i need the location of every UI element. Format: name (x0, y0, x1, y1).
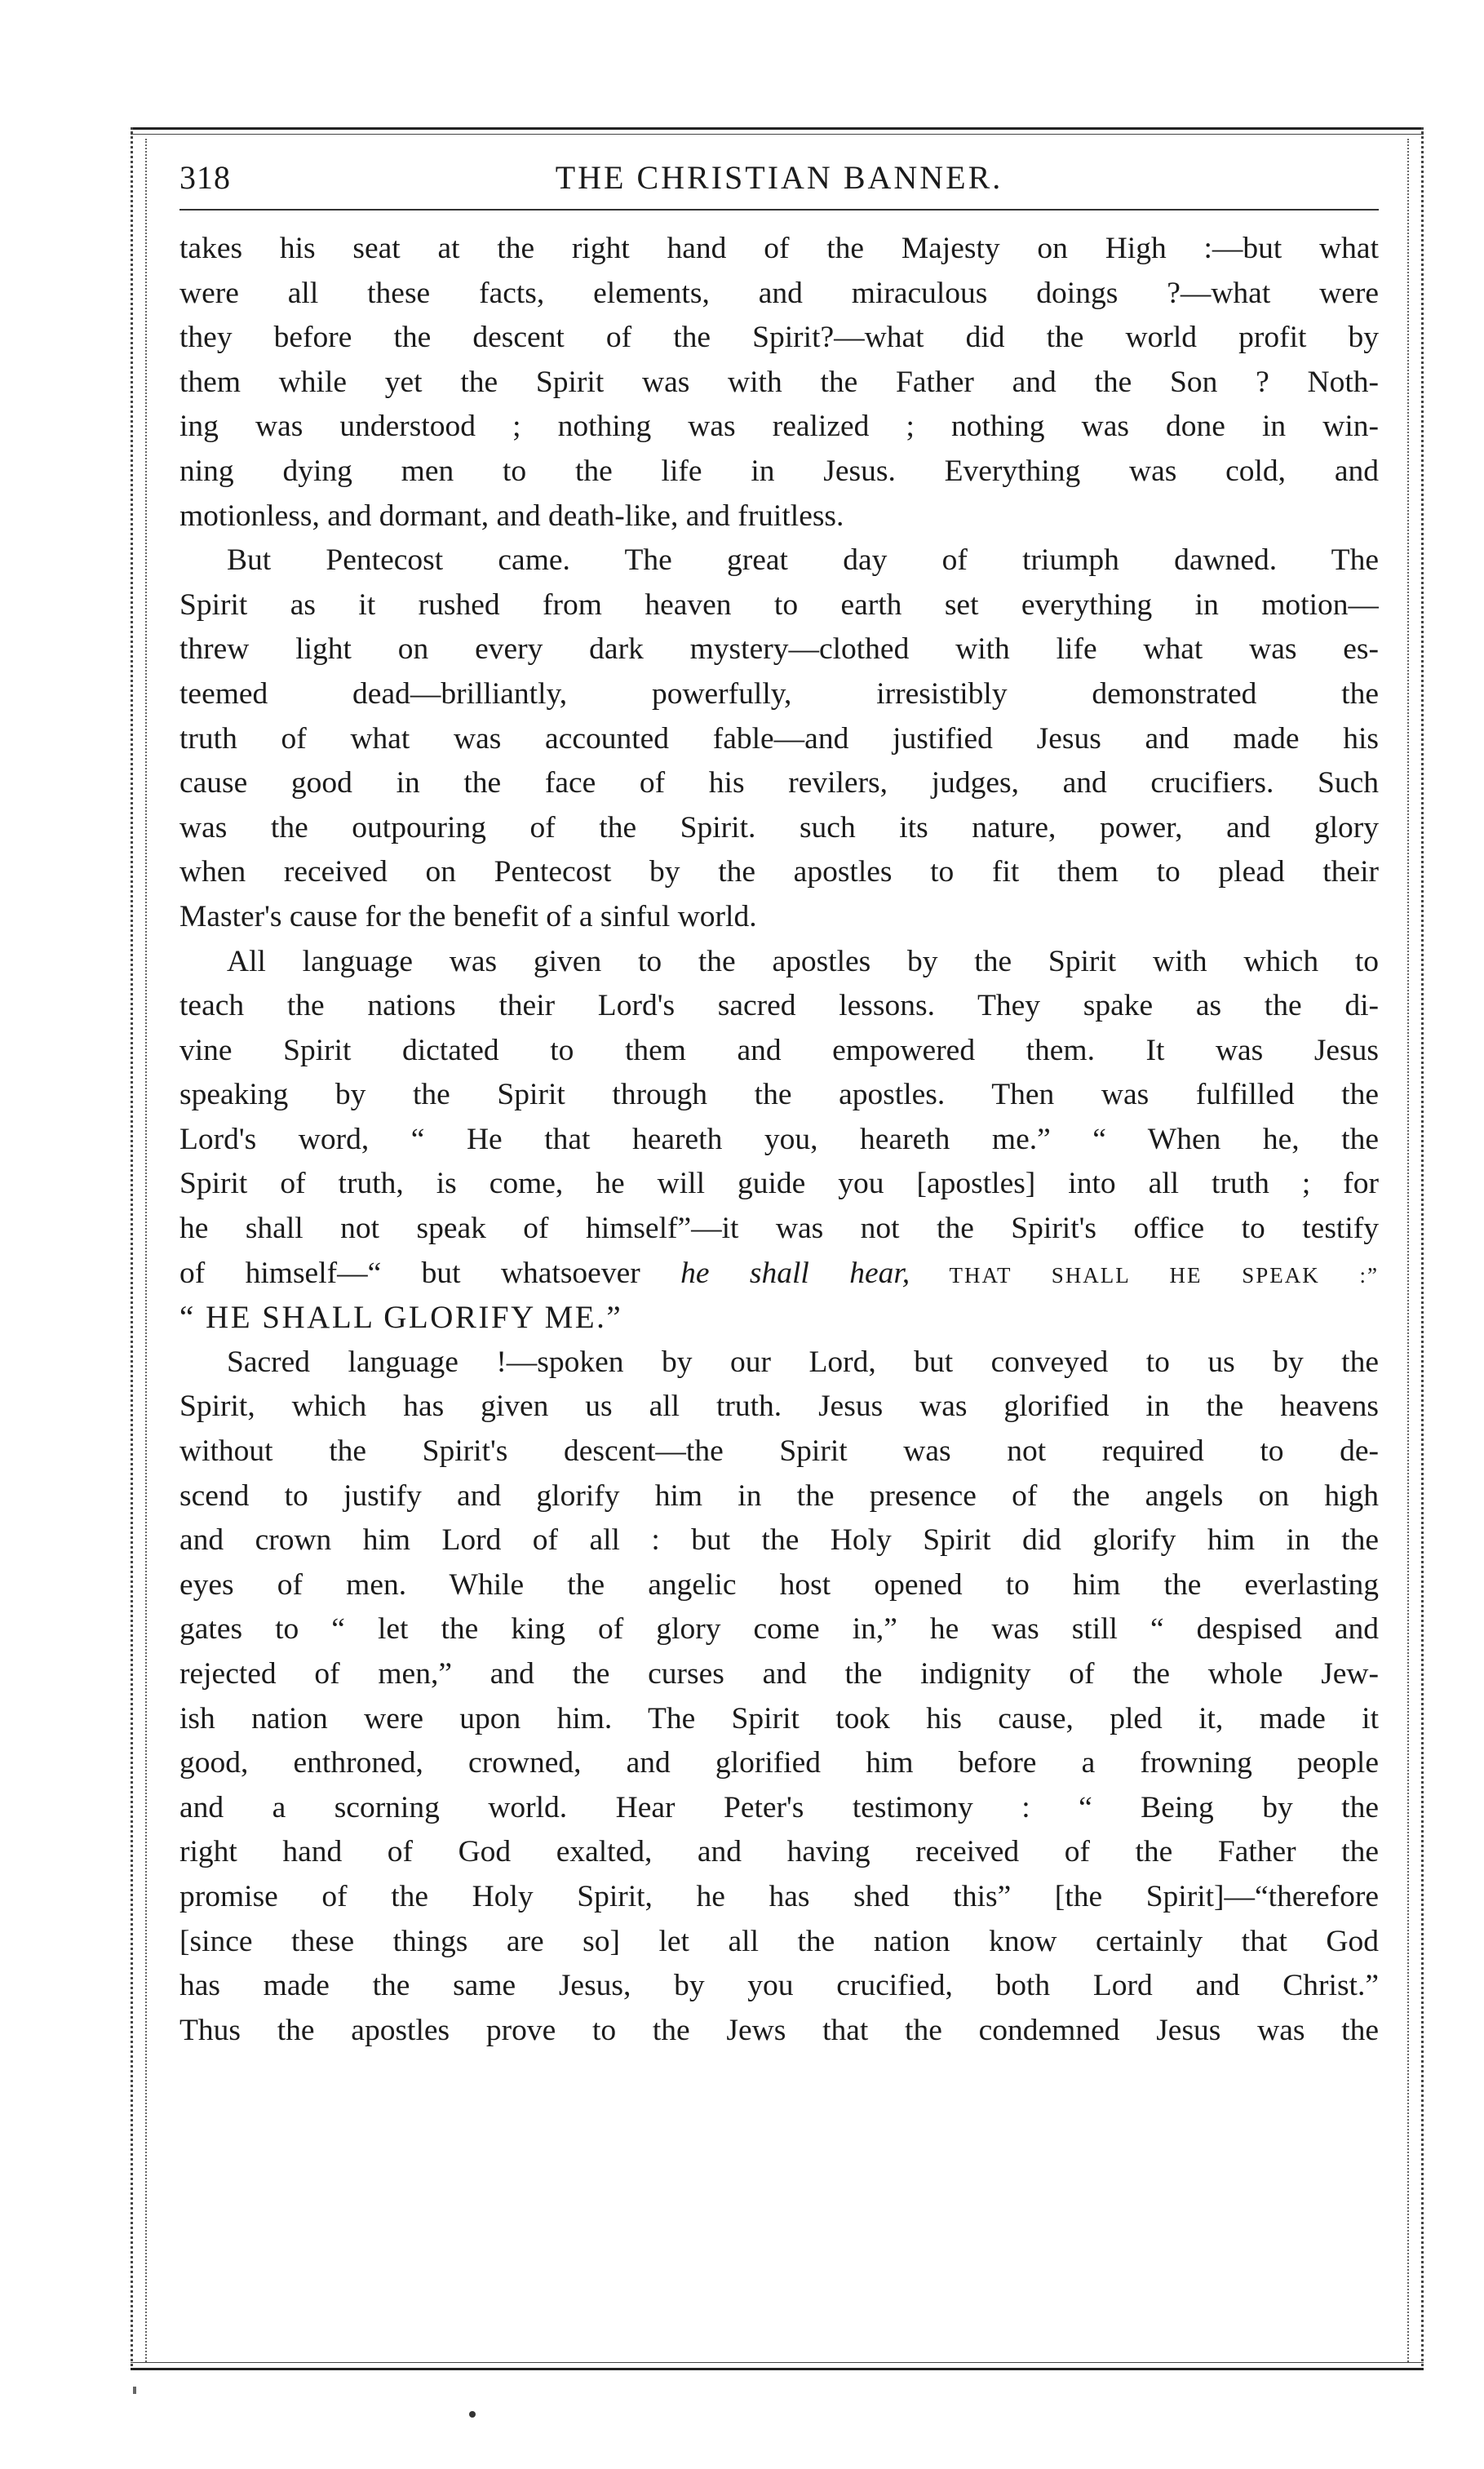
bottom-border-rule-thin (131, 2362, 1424, 2363)
text-line-mixed (179, 1252, 1379, 1297)
text-line: Thus the apostles prove to the Jews that the condemned Jesus was the (179, 2013, 1379, 2047)
text-line: Master's cause for the benefit of a sinful world. (179, 899, 757, 933)
left-border-inner (145, 139, 147, 2362)
text-line: takes his seat at the right hand of the Majesty on High :—but what (179, 232, 1379, 265)
header-rule (179, 209, 1379, 211)
text-line: and a scorning world. Hear Peter's testimony : “ Being by the (179, 1790, 1379, 1824)
top-border-rule-thin (131, 134, 1424, 135)
text-line: they before the descent of the Spirit?—what did the world profit by (179, 321, 1379, 355)
left-border (131, 127, 133, 2370)
text-line: Spirit of truth, is come, he will guide you [apostles] into all truth ; for (179, 1167, 1379, 1201)
text-line: ing was understood ; nothing was realized ; nothing was done in win- (179, 410, 1379, 444)
text-line: vine Spirit dictated to them and empowered them. It was Jesus (179, 1033, 1379, 1067)
text-line: and crown him Lord of all : but the Holy Spirit did glorify him in the (179, 1523, 1379, 1558)
top-border-rule (131, 127, 1424, 130)
italic-segment: he shall hear, (680, 1256, 910, 1290)
emphasis-heading-line: “ HE SHALL GLORIFY ME.” (179, 1300, 623, 1336)
page-frame (131, 122, 1424, 2370)
text-line: when received on Pentecost by the apostles to fit them to plead their (179, 855, 1379, 889)
text-line: eyes of men. While the angelic host opened to him the everlasting (179, 1567, 1379, 1602)
text-line: without the Spirit's descent—the Spirit was not required to de- (179, 1434, 1379, 1469)
text-line: teemed dead—brilliantly, powerfully, irresistibly demonstrated the (179, 676, 1379, 711)
text-line: them while yet the Spirit was with the Father and the Son ? Noth- (179, 365, 1379, 399)
text-segment: of himself—“ but whatsoever (179, 1256, 681, 1290)
text-line: speaking by the Spirit through the apostles. Then was fulfilled the (179, 1078, 1379, 1112)
text-line: [since these things are so] let all the nation know certainly that God (179, 1924, 1379, 1958)
running-title: THE CHRISTIAN BANNER. (555, 159, 1003, 196)
text-line: he shall not speak of himself”—it was not the Spirit's office to testify (179, 1212, 1379, 1246)
text-line: ning dying men to the life in Jesus. Everything was cold, and (179, 454, 1379, 488)
text-line: has made the same Jesus, by you crucified, both Lord and Christ.” (179, 1969, 1379, 2003)
text-line: right hand of God exalted, and having received of the Father the (179, 1835, 1379, 1869)
text-line: good, enthroned, crowned, and glorified him before a frowning people (179, 1746, 1379, 1780)
text-line: cause good in the face of his revilers, judges, and crucifiers. Such (179, 766, 1379, 800)
running-header (179, 152, 1379, 202)
text-line: motionless, and dormant, and death-like, and fruitless. (179, 499, 844, 533)
text-line: ish nation were upon him. The Spirit took his cause, pled it, made it (179, 1701, 1379, 1735)
print-speck (133, 2387, 136, 2394)
text-line: Lord's word, “ He that heareth you, heareth me.” “ When he, the (179, 1122, 1379, 1156)
bottom-border-rule (131, 2368, 1424, 2370)
right-border-inner (1407, 139, 1409, 2362)
text-line: truth of what was accounted fable—and justified Jesus and made his (179, 721, 1379, 756)
page-number: 318 (179, 159, 231, 196)
text-line: Spirit as it rushed from heaven to earth set everything in motion— (179, 587, 1379, 622)
text-line: promise of the Holy Spirit, he has shed this” [the Spirit]—“therefore (179, 1879, 1379, 1913)
paragraph-start-line: All language was given to the apostles by the Spirit with which to (227, 944, 1379, 978)
text-line: were all these facts, elements, and miraculous doings ?—what were (179, 276, 1379, 310)
text-line: rejected of men,” and the curses and the indignity of the whole Jew- (179, 1657, 1379, 1691)
right-border (1421, 127, 1424, 2370)
body-text (179, 227, 1379, 2053)
print-speck (469, 2411, 476, 2418)
paragraph-start-line: Sacred language !—spoken by our Lord, but conveyed to us by the (227, 1345, 1379, 1379)
text-line: scend to justify and glorify him in the presence of the angels on high (179, 1478, 1379, 1513)
paragraph-start-line: But Pentecost came. The great day of triumph dawned. The (227, 543, 1379, 578)
text-line: threw light on every dark mystery—clothed with life what was es- (179, 632, 1379, 667)
text-line: teach the nations their Lord's sacred lessons. They spake as the di- (179, 989, 1379, 1023)
text-line: was the outpouring of the Spirit. such its nature, power, and glory (179, 810, 1379, 844)
smallcaps-segment: THAT SHALL HE SPEAK :” (910, 1262, 1379, 1288)
text-line: gates to “ let the king of glory come in,” he was still “ despised and (179, 1612, 1379, 1647)
text-line: Spirit, which has given us all truth. Jesus was glorified in the heavens (179, 1390, 1379, 1424)
